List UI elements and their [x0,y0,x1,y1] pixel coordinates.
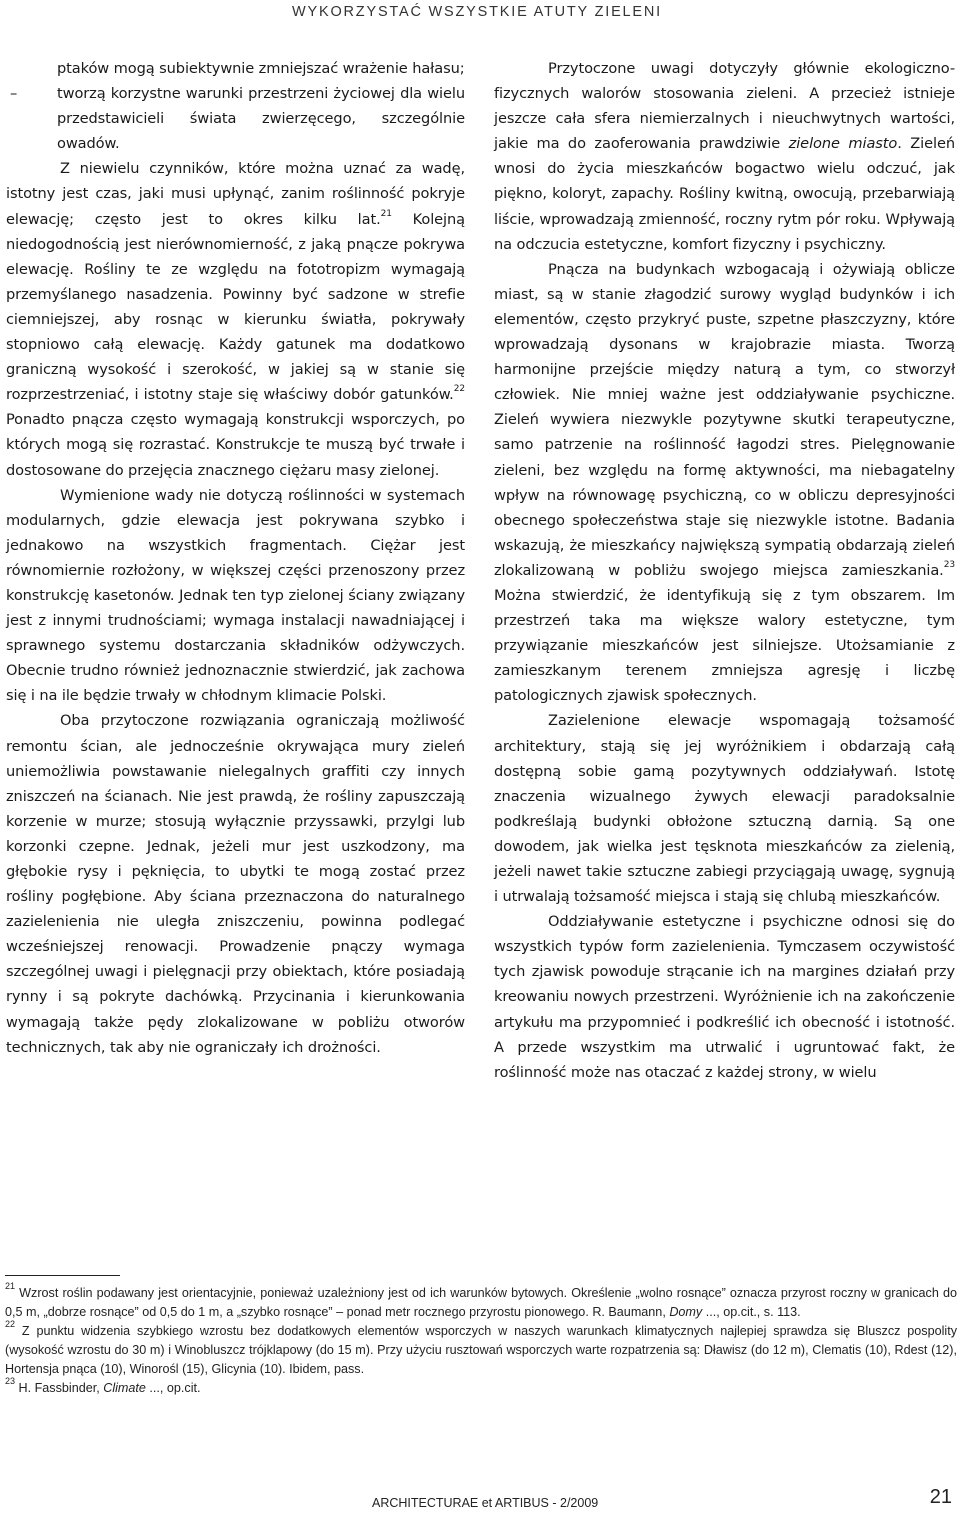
footnote-text: Z punktu widzenia szybkiego wzrostu bez dodatkowych elementów wsporczych w naszych warunkach klimatycznych najlepiej sprawdza się Bluszcz pospolity (wysokość wzrostu do 30 m) i Winobluszcz trójklapowy (do 15 m). Przy użyciu rusztowań wsporczych warte rozpatrzenia są: Dławisz (do 12 m), Clematis (10), Rdest (12), Hortensja pnąca (10), Winorośl (15), Glicynia (10). Ibidem, pass. [5,1324,957,1376]
paragraph: Oddziaływanie estetyczne i psychiczne odnosi się do wszystkich typów form zazielenienia. Tymczasem oczywistość tych zjawisk powoduje strącanie ich na margines działań przy kreowaniu nowych przestrzeni. Wyróżnienie ich na zakończenie artykułu ma przypomnieć i podkreślić ich obecność i istotność. A przede wszystkim ma utrwalić i ugruntować fakt, że roślinność może nas otaczać z każdej strony, w wielu [494,913,955,1081]
left-column [6,56,465,1060]
right-column [494,56,955,1085]
paragraph-continuation: ptaków mogą subiektywnie zmniejszać wrażenie hałasu; [57,60,465,77]
footnote-text: ..., op.cit., s. 113. [702,1305,801,1319]
running-header: WYKORZYSTAĆ WSZYSTKIE ATUTY ZIELENI [292,4,662,20]
paragraph-text: Przytoczone uwagi dotyczyły głównie ekologiczno-fizycznych walorów stosowania zieleni. A przecież istnieje jeszcze cała sfera niemierzalnych i nieuchwytnych wartości, jakie ma do zaoferowania prawdziwie [494,60,955,153]
footnote-text: H. Fassbinder, [15,1381,104,1395]
footnote-ref-21[interactable]: 21 [380,208,392,219]
footnote-text: Wzrost roślin podawany jest orientacyjnie, ponieważ uzależniony jest od ich warunków bytowych. Określenie „wolno rosnące” oznacza przyrost roczny w granicach do 0,5 m, „dobrze rosnące” od 0,5 do 1 m, a „szybko rosnące” – ponad metr rocznego przyrostu pionowego. R. Baumann, [5,1286,957,1319]
paragraph-text: Z niewielu czynników, które można uznać za wadę, istotny jest czas, jaki musi upłynąć, zanim roślinność pokryje elewację; często jest to okres kilku lat. [6,160,465,228]
paragraph-text: . Zieleń wnosi do życia mieszkańców bogactwo wielu odczuć, jak piękno, koloryt, zapachy. Rośliny kwitną, owocują, przebarwiają liście, wprowadzają zmienność, roczny rytm pór roku. Wpływają na odczucia estetyczne, komfort fizyczny i psychiczny. [494,135,955,253]
footnote-separator [5,1275,120,1276]
dash-list-item [6,81,465,156]
footnote-number: 23 [5,1375,16,1386]
footnote-emphasis: Domy [669,1305,703,1319]
footnote-number: 21 [5,1280,16,1291]
paragraph: Zazielenione elewacje wspomagają tożsamość architektury, stają się jej wyróżnikiem i obdarzają całą dostępną sobie gamą pozytywnych oddziaływań. Istotę znaczenia wizualnego żywych elewacji paradoksalnie podkreślają budynki obłożone sztuczną darnią. Są one dowodem, jak wielka jest tęsknota mieszkańców za zielenią, jeżeli nawet takie sztuczne zabiegi przyciągają uwagę, sygnują i utrwalają tożsamość miejsca i stają się chlubą mieszkańców. [494,712,955,906]
footnote-ref-22[interactable]: 22 [453,384,465,395]
paragraph-text: Kolejną niedogodnością jest nierównomierność, z jaką pnącze pokrywa elewację. Rośliny te ze względu na fototropizm wymagają przemyślanego nasadzenia. Powinny być sadzone w strefie ciemniejszej, aby rosnąc w kierunku światła, pokrywały stopniowo całą elewację. Każdy gatunek ma dodatkowo graniczną wysokość i szerokość, w jakiej są w stanie się rozprzestrzeniać, i istotny staje się właściwy dobór gatunków. [6,210,465,404]
emphasis-text: zielone miasto [788,135,898,153]
footnote-ref-23[interactable]: 23 [943,560,955,571]
dash-item-text: tworzą korzystne warunki przestrzeni życiowej dla wielu przedstawicieli świata zwierzęcego, szczególnie owadów. [57,85,465,153]
dash-bullet: – [10,85,18,103]
footnote-emphasis: Climate [103,1381,146,1395]
paragraph [494,56,955,257]
footnote-23 [5,1375,957,1398]
paragraph: Oba przytoczone rozwiązania ograniczają możliwość remontu ścian, ale jednocześnie okrywająca mury zieleń uniemożliwia powstawanie nielegalnych graffiti czy innych zniszczeń na ścianach. Nie jest prawdą, że rośliny zapuszczają korzenie w murze; stosują wyłącznie przyssawki, przylgi lub korzonki czepne. Jednak, jeżeli mur jest uszkodzony, ma głębokie rysy i pęknięcia, to ubytki te mogą zostać przez rośliny pogłębione. Aby ściana przeznaczona do naturalnego zazielenienia nie uległa zniszczeniu, powinna podlegać wcześniejszej renowacji. Prowadzenie pnączy wymaga szczególnej uwagi i pielęgnacji przy obiektach, które posiadają rynny i są pokryte dachówką. Przycinania i kierunkowania wymagają także pędy zlokalizowane w pobliżu otworów technicznych, tak aby nie ograniczały ich drożności. [6,712,465,1056]
footnote-22 [5,1318,957,1379]
paragraph-text: Można stwierdzić, że identyfikują się z tym obszarem. Im przestrzeń taka ma większe walory estetyczne, tym przywiązanie mieszkańców jest silniejsze. Utożsamianie z zamieszkanym terenem zmniejsza agresję i liczbę patologicznych zjawisk społecznych. [494,586,955,705]
footnote-number: 22 [5,1318,16,1329]
journal-name: ARCHITECTURAE et ARTIBUS - 2/2009 [372,1496,599,1510]
paragraph-text: Pnącza na budynkach wzbogacają i ożywiają oblicze miast, są w stanie złagodzić surowy wygląd budynków i ich elementów, często przykryć puste, szpetne płaszczyzny, które wprowadzają dysonans w krajobrazie miasta. Tworzą harmonijne przejście między naturą a tym, co stworzył człowiek. Nie mniej ważne jest oddziaływanie psychiczne. Zieleń wywiera niezwykle pozytywne skutki terapeutyczne, samo patrzenie na roślinność łagodzi stres. Pielęgnowanie zieleni, bez względu na formę aktywności, ma niebagatelny wpływ na równowagę psychiczną, co w obliczu depresyjności obecnego społeczeństwa staje się niezwykle istotne. Badania wskazują, że mieszkańcy największą sympatią obdarzają zieleń zlokalizowaną w pobliżu swojego miejsca zamieszkania. [494,260,955,579]
footnotes [5,1280,957,1398]
page-number: 21 [929,1486,952,1508]
paragraph-text: Ponadto pnącza często wymagają konstrukcji wsporczych, po których mogą się rozrastać. Konstrukcje te muszą być trwałe i dostosowane do przejęcia znacznego ciężaru masy zielonej. [6,411,465,479]
paragraph [6,156,465,482]
paragraph [494,257,955,709]
footnote-text: ..., op.cit. [145,1381,201,1395]
paragraph: Wymienione wady nie dotyczą roślinności w systemach modularnych, gdzie elewacja jest pokrywana szybko i jednakowo na wszystkich fragmentach. Ciężar jest równomiernie rozłożony, w większej części przenoszony przez konstrukcję kasetonów. Jednak ten typ zielonej ściany związany jest z innymi trudnościami; wymaga instalacji nawadniającej i sprawnego systemu dostarczania składników odżywczych. Obecnie trudno również jednoznacznie stwierdzić, jak zachowa się i na ile będzie trwały w chłodnym klimacie Polski. [6,486,465,705]
footnote-21 [5,1280,957,1322]
